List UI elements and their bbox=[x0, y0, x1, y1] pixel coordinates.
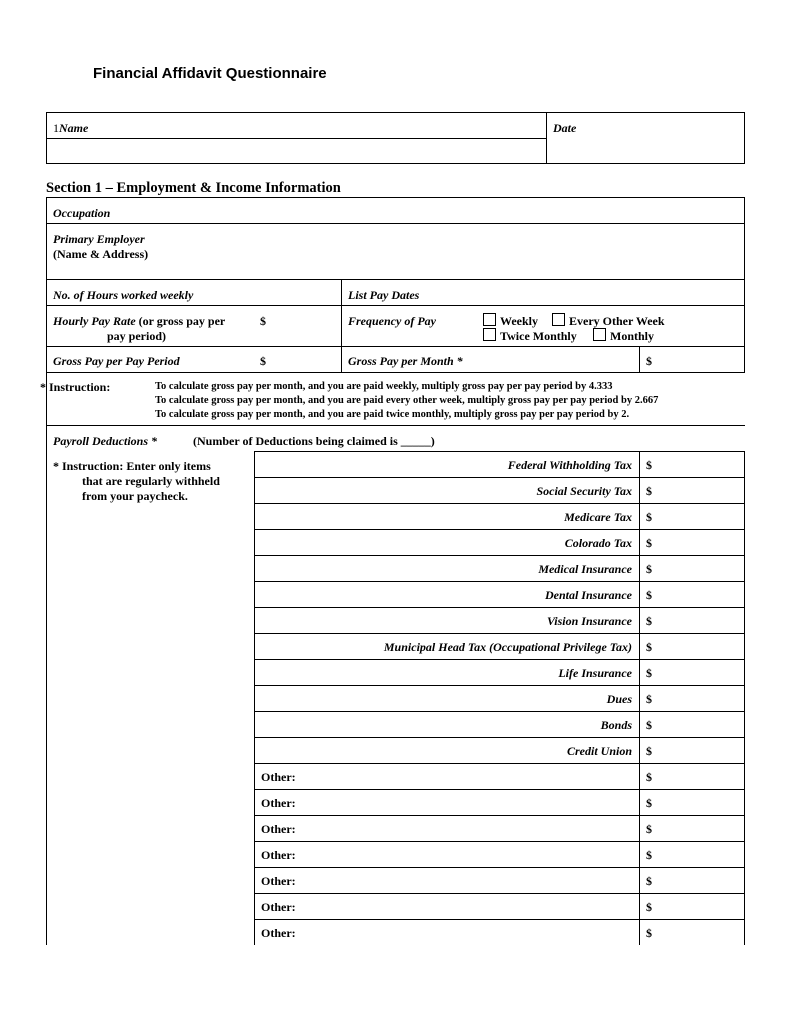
instruction-line: To calculate gross pay per month, and you are paid every other week, multiply gross pay per pay period by 2.667 bbox=[155, 395, 659, 406]
other-deduction-field[interactable] bbox=[314, 791, 634, 813]
amount-dollar-sign: $ bbox=[646, 874, 652, 888]
every-other-week-label: Every Other Week bbox=[569, 314, 665, 328]
frequency-label: Frequency of Pay bbox=[348, 314, 436, 328]
amount-field[interactable] bbox=[656, 557, 740, 579]
amount-field[interactable] bbox=[656, 531, 740, 553]
date-label: Date bbox=[553, 121, 577, 135]
gross-pay-period-label: Gross Pay per Pay Period bbox=[53, 354, 180, 368]
amount-dollar-sign: $ bbox=[646, 484, 652, 498]
amount-field[interactable] bbox=[656, 765, 740, 787]
amount-dollar-sign: $ bbox=[646, 562, 652, 576]
row-divider bbox=[254, 477, 745, 478]
amount-field[interactable] bbox=[656, 635, 740, 657]
row-divider bbox=[254, 919, 745, 920]
amount-field[interactable] bbox=[656, 869, 740, 891]
occupation-label: Occupation bbox=[53, 206, 111, 220]
gross-period-dollar: $ bbox=[260, 354, 266, 368]
amount-field[interactable] bbox=[656, 895, 740, 917]
deduction-label: Federal Withholding Tax bbox=[507, 458, 632, 472]
amount-dollar-sign: $ bbox=[646, 692, 652, 706]
row-divider bbox=[254, 607, 745, 608]
hours-label: No. of Hours worked weekly bbox=[53, 288, 194, 302]
amount-field[interactable] bbox=[656, 843, 740, 865]
amount-field[interactable] bbox=[656, 921, 740, 943]
twice-monthly-label: Twice Monthly bbox=[500, 329, 577, 343]
row-divider bbox=[254, 555, 745, 556]
pay-dates-label: List Pay Dates bbox=[348, 288, 420, 302]
amount-dollar-sign: $ bbox=[646, 718, 652, 732]
amount-dollar-sign: $ bbox=[646, 744, 652, 758]
amount-dollar-sign: $ bbox=[646, 666, 652, 680]
amount-field[interactable] bbox=[656, 505, 740, 527]
row-divider bbox=[254, 503, 745, 504]
row-divider bbox=[254, 815, 745, 816]
deduction-label: Dues bbox=[606, 692, 632, 706]
deduction-instruction-line: that are regularly withheld bbox=[82, 474, 220, 488]
deduction-label: Credit Union bbox=[566, 744, 632, 758]
other-deduction-label: Other: bbox=[261, 822, 296, 836]
employer-sublabel: (Name & Address) bbox=[53, 247, 149, 261]
other-deduction-label: Other: bbox=[261, 926, 296, 940]
other-deduction-field[interactable] bbox=[314, 765, 634, 787]
deduction-label: Vision Insurance bbox=[546, 614, 632, 628]
other-deduction-field[interactable] bbox=[314, 869, 634, 891]
amount-dollar-sign: $ bbox=[646, 510, 652, 524]
row-divider bbox=[254, 659, 745, 660]
row-divider bbox=[254, 763, 745, 764]
payroll-deductions-label: Payroll Deductions * bbox=[53, 434, 157, 448]
row-divider bbox=[254, 893, 745, 894]
amount-dollar-sign: $ bbox=[646, 848, 652, 862]
other-deduction-field[interactable] bbox=[314, 921, 634, 943]
amount-field[interactable] bbox=[656, 739, 740, 761]
deduction-label: Medicare Tax bbox=[564, 510, 632, 524]
deduction-instruction-line: from your paycheck. bbox=[82, 489, 188, 503]
amount-dollar-sign: $ bbox=[646, 796, 652, 810]
amount-dollar-sign: $ bbox=[646, 588, 652, 602]
instruction-line: To calculate gross pay per month, and you are paid twice monthly, multiply gross pay per pay period by 2. bbox=[155, 409, 630, 420]
deduction-label: Colorado Tax bbox=[564, 536, 632, 550]
amount-field[interactable] bbox=[656, 479, 740, 501]
deductions-table bbox=[254, 451, 745, 945]
amount-field[interactable] bbox=[656, 609, 740, 631]
amount-field[interactable] bbox=[656, 583, 740, 605]
amount-field[interactable] bbox=[656, 713, 740, 735]
amount-dollar-sign: $ bbox=[646, 640, 652, 654]
amount-dollar-sign: $ bbox=[646, 614, 652, 628]
deduction-label: Municipal Head Tax (Occupational Privilege Tax) bbox=[383, 640, 632, 654]
deduction-label: Life Insurance bbox=[558, 666, 632, 680]
other-deduction-field[interactable] bbox=[314, 817, 634, 839]
amount-field[interactable] bbox=[656, 817, 740, 839]
other-deduction-label: Other: bbox=[261, 770, 296, 784]
instruction-label: * Instruction: bbox=[40, 380, 111, 394]
section-1-title: Section 1 – Employment & Income Information bbox=[46, 180, 341, 196]
row-divider bbox=[254, 841, 745, 842]
hourly-dollar: $ bbox=[260, 314, 266, 328]
row-divider bbox=[254, 633, 745, 634]
other-deduction-field[interactable] bbox=[314, 895, 634, 917]
row-divider bbox=[254, 711, 745, 712]
amount-dollar-sign: $ bbox=[646, 900, 652, 914]
amount-dollar-sign: $ bbox=[646, 926, 652, 940]
hourly-rate-label: Hourly Pay Rate (or gross pay per bbox=[53, 314, 226, 328]
amount-field[interactable] bbox=[656, 661, 740, 683]
deduction-label: Dental Insurance bbox=[544, 588, 632, 602]
amount-dollar-sign: $ bbox=[646, 536, 652, 550]
other-deduction-label: Other: bbox=[261, 874, 296, 888]
weekly-label: Weekly bbox=[500, 314, 538, 328]
name-field[interactable] bbox=[47, 139, 545, 163]
page-title: Financial Affidavit Questionnaire bbox=[93, 65, 327, 82]
row-divider bbox=[254, 529, 745, 530]
monthly-checkbox[interactable] bbox=[593, 328, 606, 341]
other-deduction-label: Other: bbox=[261, 848, 296, 862]
amount-field[interactable] bbox=[656, 791, 740, 813]
row-divider bbox=[254, 451, 745, 452]
deduction-label: Social Security Tax bbox=[536, 484, 632, 498]
amount-field[interactable] bbox=[656, 453, 740, 475]
gross-pay-month-label: Gross Pay per Month * bbox=[348, 354, 463, 368]
row-divider bbox=[254, 867, 745, 868]
employer-label: Primary Employer bbox=[53, 232, 145, 246]
row-divider bbox=[254, 789, 745, 790]
row-divider bbox=[254, 581, 745, 582]
name-label: 1Name bbox=[53, 121, 89, 135]
every-other-week-checkbox[interactable] bbox=[552, 313, 565, 326]
amount-dollar-sign: $ bbox=[646, 458, 652, 472]
gross-month-dollar: $ bbox=[646, 354, 652, 368]
other-deduction-label: Other: bbox=[261, 796, 296, 810]
amount-dollar-sign: $ bbox=[646, 822, 652, 836]
instruction-line: To calculate gross pay per month, and you are paid weekly, multiply gross pay per pay period by 4.333 bbox=[155, 381, 613, 392]
date-field[interactable] bbox=[547, 139, 744, 163]
row-divider bbox=[254, 685, 745, 686]
amount-dollar-sign: $ bbox=[646, 770, 652, 784]
other-deduction-label: Other: bbox=[261, 900, 296, 914]
deductions-count-label: (Number of Deductions being claimed is _____) bbox=[193, 434, 435, 448]
row-divider bbox=[254, 737, 745, 738]
twice-monthly-checkbox[interactable] bbox=[483, 328, 496, 341]
weekly-checkbox[interactable] bbox=[483, 313, 496, 326]
other-deduction-field[interactable] bbox=[314, 843, 634, 865]
amount-field[interactable] bbox=[656, 687, 740, 709]
deduction-label: Bonds bbox=[600, 718, 632, 732]
deduction-label: Medical Insurance bbox=[538, 562, 632, 576]
hourly-rate-sublabel: pay period) bbox=[107, 329, 167, 343]
monthly-label: Monthly bbox=[610, 329, 655, 343]
deduction-instruction: * Instruction: Enter only items bbox=[53, 459, 211, 473]
